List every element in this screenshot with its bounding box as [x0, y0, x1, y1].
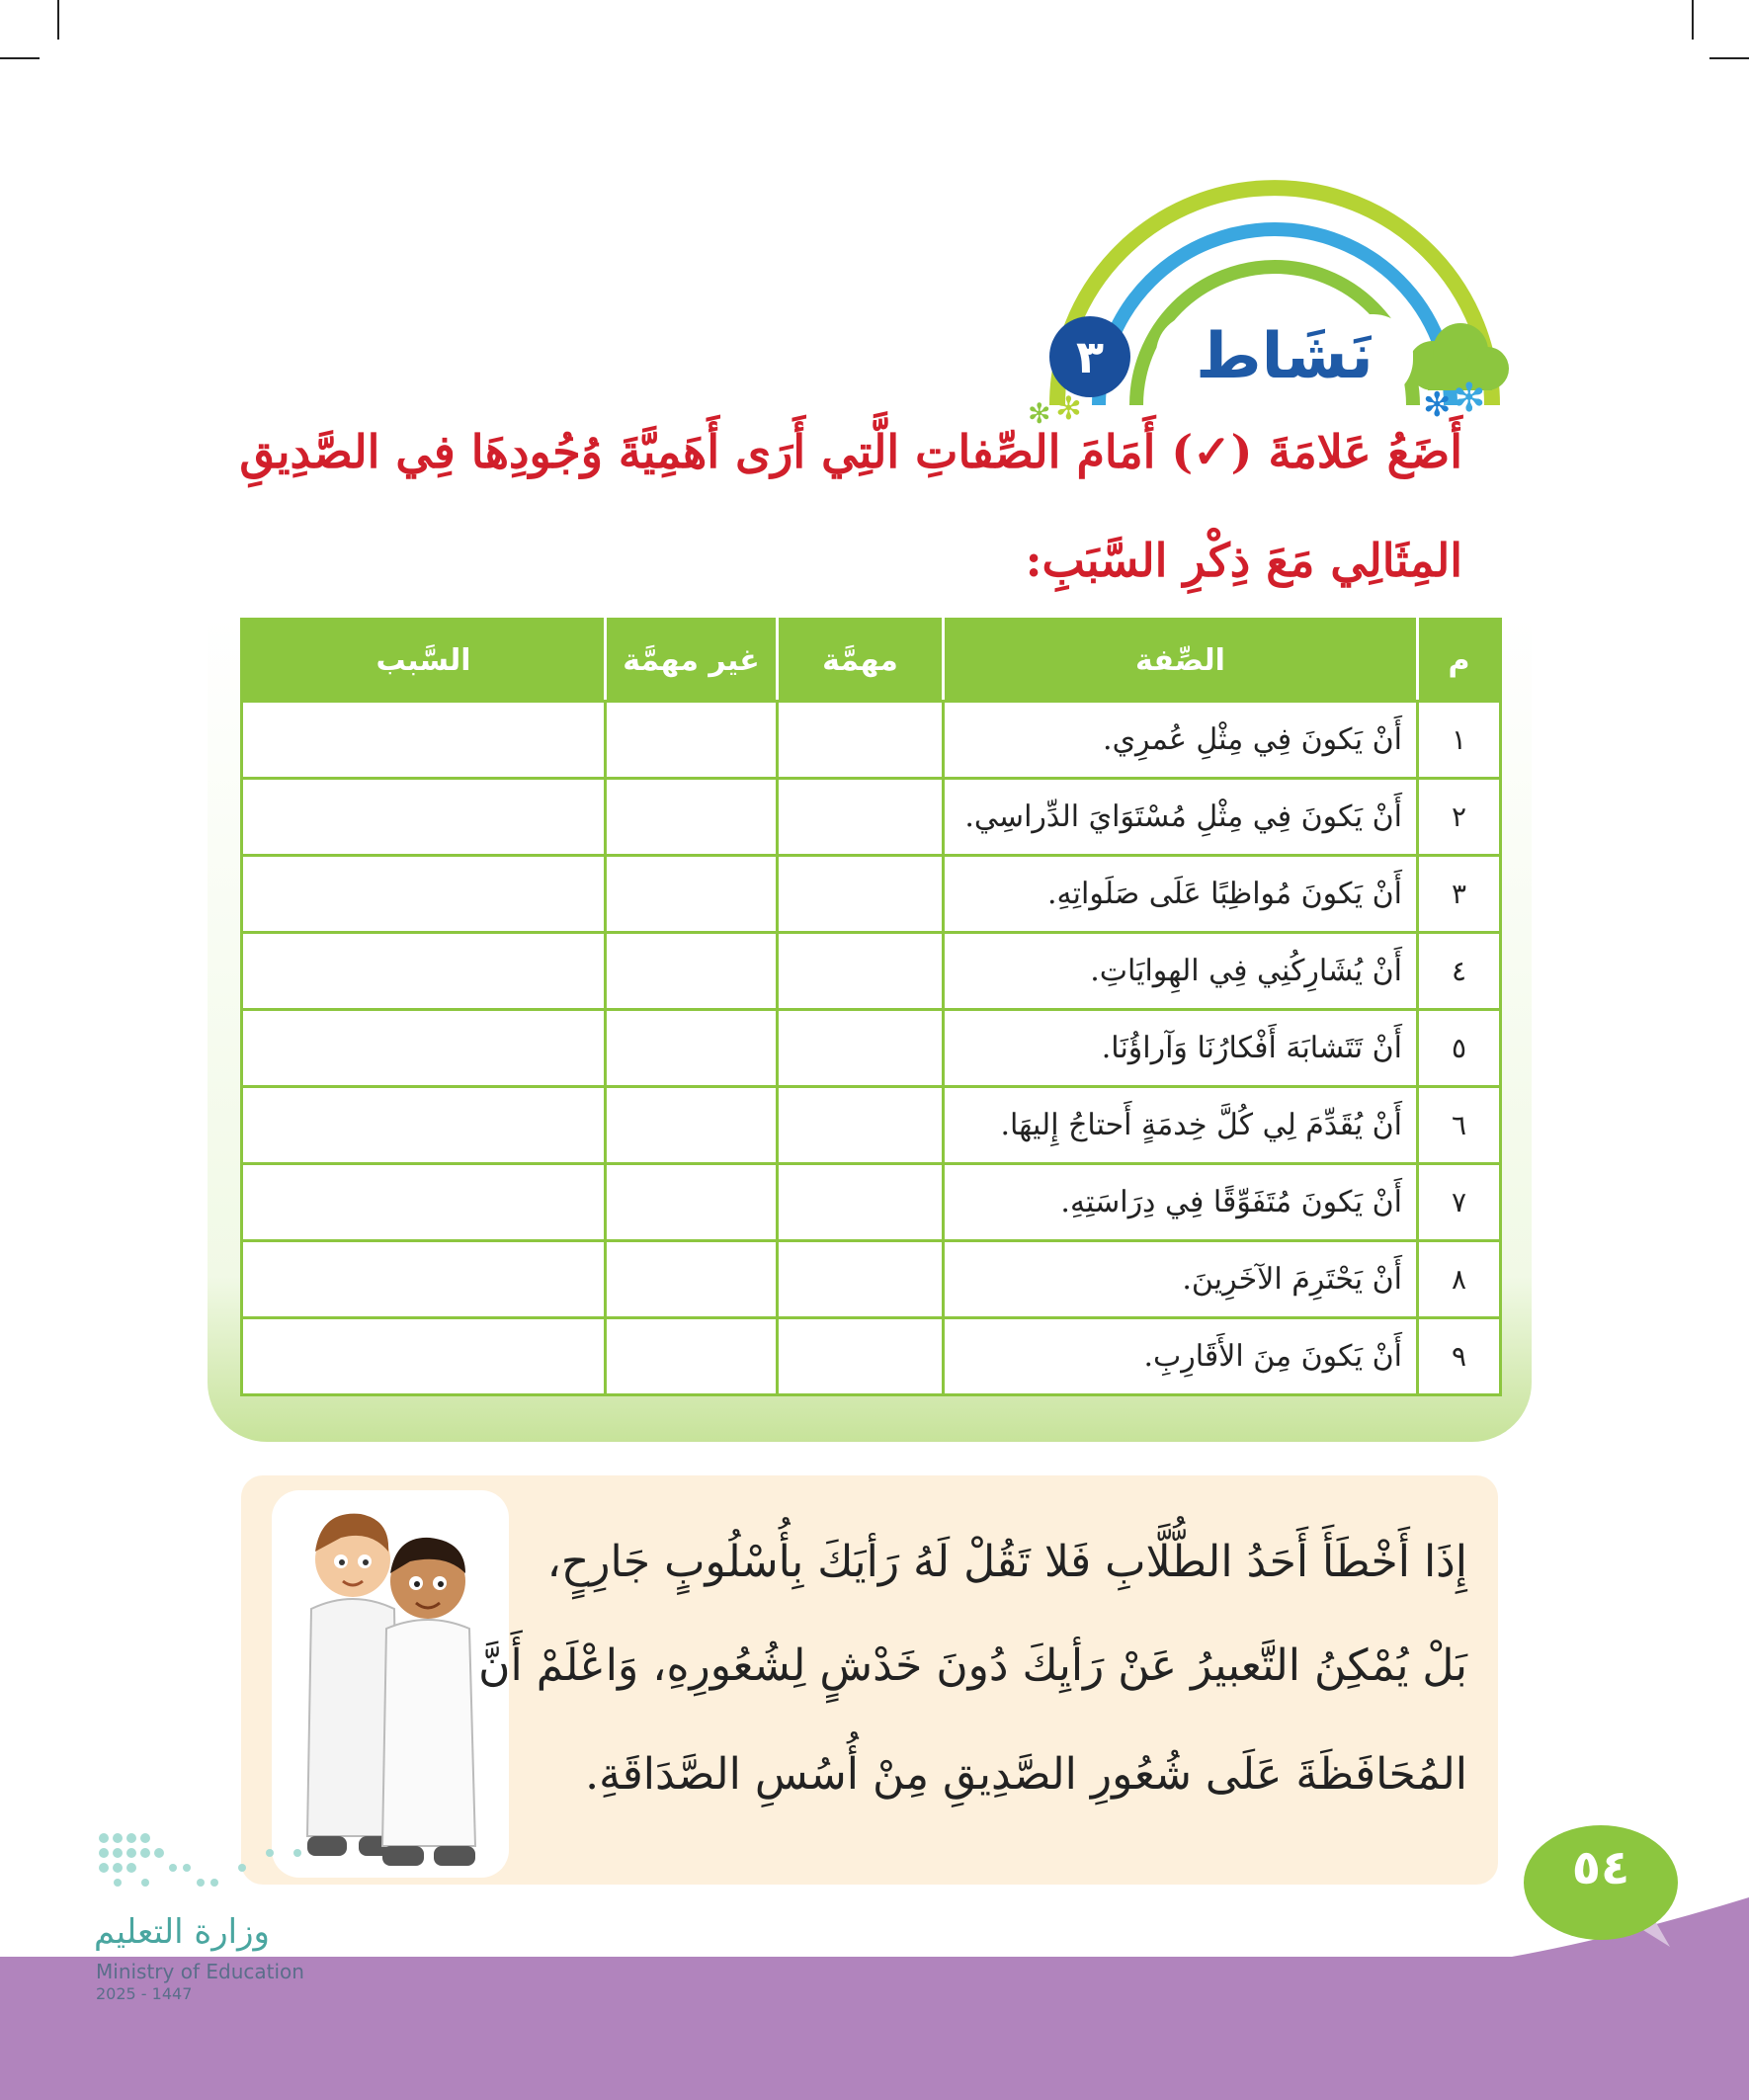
reason-input-cell[interactable]: [242, 779, 606, 856]
advice-line-3: المُحَافَظَةَ عَلَى شُعُورِ الصَّدِيقِ مِنْ أُسُسِ الصَّدَاقَةِ.: [585, 1749, 1467, 1800]
table-row: [242, 779, 1501, 856]
important-checkbox-cell[interactable]: [778, 1010, 944, 1087]
trait-cell: أَنْ يَكونَ فِي مِثْلِ مُسْتَوَايَ الدِّراسِي.: [944, 779, 1418, 856]
row-number: ٨: [1418, 1241, 1501, 1318]
trait-cell: أَنْ تَتَشابَهَ أَفْكارُنَا وَآراؤُنَا.: [944, 1010, 1418, 1087]
header-reason: السَّبب: [242, 620, 606, 702]
reason-input-cell[interactable]: [242, 702, 606, 779]
trait-cell: أَنْ يَكونَ مُواظِبًا عَلَى صَلَواتِهِ.: [944, 856, 1418, 933]
ministry-name-english: Ministry of Education: [96, 1960, 304, 1983]
row-number: ٧: [1418, 1164, 1501, 1241]
crop-mark: [1692, 0, 1694, 40]
reason-input-cell[interactable]: [242, 856, 606, 933]
instruction-line-2: المِثَالِي مَعَ ذِكْرِ السَّبَبِ:: [1025, 534, 1462, 587]
important-checkbox-cell[interactable]: [778, 856, 944, 933]
not-important-checkbox-cell[interactable]: [606, 1164, 778, 1241]
header-important: مهمَّة: [778, 620, 944, 702]
ministry-name-arabic: وزارة التعليم: [94, 1912, 270, 1952]
table-row: [242, 1241, 1501, 1318]
edition-year: 2025 - 1447: [96, 1984, 193, 2003]
important-checkbox-cell[interactable]: [778, 1318, 944, 1395]
important-checkbox-cell[interactable]: [778, 779, 944, 856]
table-row: [242, 702, 1501, 779]
page-number: ٥٤: [1571, 1840, 1630, 1895]
row-number: ٦: [1418, 1087, 1501, 1164]
two-students-icon: [272, 1490, 509, 1878]
table-row: [242, 1164, 1501, 1241]
table-row: [242, 856, 1501, 933]
crop-mark: [57, 0, 59, 40]
not-important-checkbox-cell[interactable]: [606, 1318, 778, 1395]
trait-cell: أَنْ يَكونَ فِي مِثْلِ عُمرِي.: [944, 702, 1418, 779]
flower-icon: ✻: [1453, 376, 1486, 421]
important-checkbox-cell[interactable]: [778, 933, 944, 1010]
trait-cell: أَنْ يُقَدِّمَ لِي كُلَّ خِدمَةٍ أَحتاجُ إِليهَا.: [944, 1087, 1418, 1164]
table-row: [242, 1318, 1501, 1395]
reason-input-cell[interactable]: [242, 1010, 606, 1087]
flower-icon: ✻: [1028, 397, 1051, 430]
not-important-checkbox-cell[interactable]: [606, 702, 778, 779]
row-number: ٥: [1418, 1010, 1501, 1087]
trait-cell: أَنْ يَحْتَرِمَ الآخَرِينَ.: [944, 1241, 1418, 1318]
not-important-checkbox-cell[interactable]: [606, 779, 778, 856]
table-row: [242, 1010, 1501, 1087]
trait-cell: أَنْ يَكونَ مُتَفَوِّقًا فِي دِرَاسَتِهِ.: [944, 1164, 1418, 1241]
traits-table: [240, 618, 1502, 1396]
row-number: ٩: [1418, 1318, 1501, 1395]
important-checkbox-cell[interactable]: [778, 1241, 944, 1318]
table-row: [242, 1087, 1501, 1164]
header-trait: الصِّفة: [944, 620, 1418, 702]
trait-cell: أَنْ يَكونَ مِنَ الأَقَارِبِ.: [944, 1318, 1418, 1395]
instruction-line-1: أَضَعُ عَلامَةَ (✓) أَمَامَ الصِّفاتِ الَّتِي أَرَى أَهَمِيَّةَ وُجُودِهَا فِي الصَّدِيقِ: [239, 425, 1462, 478]
students-illustration: [272, 1490, 509, 1878]
flower-icon: ✻: [1055, 389, 1082, 427]
not-important-checkbox-cell[interactable]: [606, 1010, 778, 1087]
activity-title-pill: [1156, 314, 1413, 399]
trait-cell: أَنْ يُشَارِكُنِي فِي الهِوايَاتِ.: [944, 933, 1418, 1010]
table-header-row: [242, 620, 1501, 702]
row-number: ٣: [1418, 856, 1501, 933]
important-checkbox-cell[interactable]: [778, 1087, 944, 1164]
not-important-checkbox-cell[interactable]: [606, 1087, 778, 1164]
reason-input-cell[interactable]: [242, 1087, 606, 1164]
important-checkbox-cell[interactable]: [778, 702, 944, 779]
not-important-checkbox-cell[interactable]: [606, 1241, 778, 1318]
ministry-logo-dots: [94, 1828, 311, 1897]
advice-line-2: بَلْ يُمْكِنُ التَّعبيرُ عَنْ رَأيِكَ دُونَ خَدْشٍ لِشُعُورِهِ، وَاعْلَمْ أَنَّ: [478, 1640, 1467, 1691]
reason-input-cell[interactable]: [242, 1241, 606, 1318]
not-important-checkbox-cell[interactable]: [606, 933, 778, 1010]
important-checkbox-cell[interactable]: [778, 1164, 944, 1241]
flower-icon: ✻: [1423, 385, 1452, 425]
row-number: ١: [1418, 702, 1501, 779]
row-number: ٢: [1418, 779, 1501, 856]
activity-number-badge: ٣: [1049, 316, 1130, 397]
row-number: ٤: [1418, 933, 1501, 1010]
reason-input-cell[interactable]: [242, 1318, 606, 1395]
header-number: م: [1418, 620, 1501, 702]
reason-input-cell[interactable]: [242, 933, 606, 1010]
not-important-checkbox-cell[interactable]: [606, 856, 778, 933]
crop-mark: [1709, 57, 1749, 59]
activity-title: نَشَاط: [1196, 320, 1374, 393]
table-row: [242, 933, 1501, 1010]
header-not-important: غير مهمَّة: [606, 620, 778, 702]
advice-line-1: إِذَا أَخْطَأَ أَحَدُ الطُّلَّابِ فَلا تَقُلْ لَهُ رَأيَكَ بِأُسْلُوبٍ جَارِحٍ،: [546, 1537, 1467, 1587]
reason-input-cell[interactable]: [242, 1164, 606, 1241]
crop-mark: [0, 57, 40, 59]
